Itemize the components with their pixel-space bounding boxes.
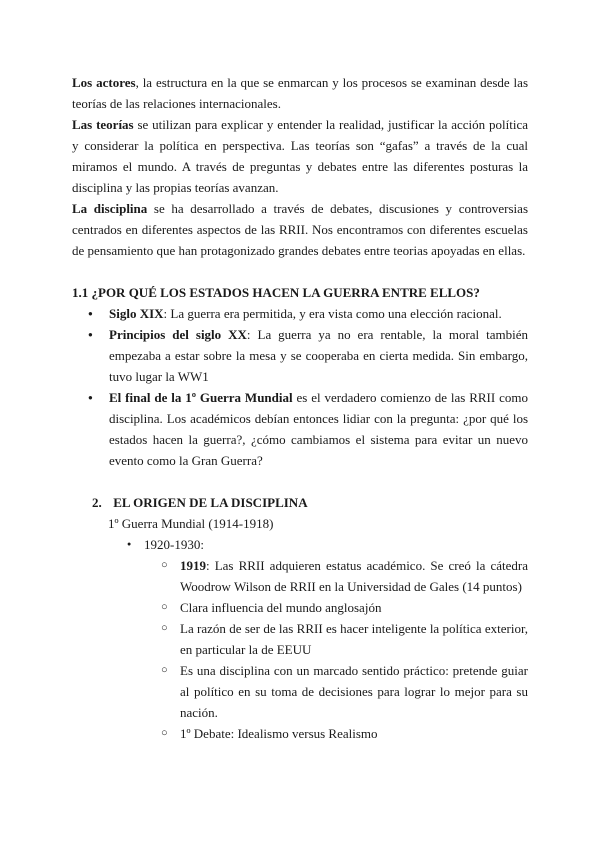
section1-heading: 1.1 ¿POR QUÉ LOS ESTADOS HACEN LA GUERRA ENTRE ELLOS? [72,285,480,300]
item-bold: Principios del siglo XX [109,327,247,342]
list-item [72,597,528,618]
intro-paragraph-discipline [72,198,528,261]
item-text: Clara influencia del mundo anglosajón [180,600,382,615]
document-page [72,72,528,744]
item-text: : La guerra ya no era rentable, la moral también empezaba a estar sobre la mesa y se cooperaba en cierta medida. Sin embargo, tuvo lugar la WW1 [109,327,528,384]
period-bullet: ● 1920-1930: [72,534,528,555]
list-item [72,660,528,723]
section2-number: 2. [92,495,102,510]
term-actors: Los actores [72,75,136,90]
intro-paragraph-actors [72,72,528,114]
intro-text-discipline: se ha desarrollado a través de debates, discusiones y controversias centrados en diferentes aspectos de las RRII. Nos encontramos con diferentes escuelas de pensamiento que han protagonizado grandes debates entre teorias apoyadas en ellas. [72,201,529,258]
section1-list [72,303,528,471]
item-text: es el verdadero comienzo de las RRII como disciplina. Los académicos debían entonces lidiar con la pregunta: ¿por qué los estados hacen la guerra?, ¿cómo cambiamos el sistema para evitar un nuevo evento como la Gran Guerra? [109,390,528,468]
list-item [72,618,528,660]
item-bold: El final de la 1º Guerra Mundial [109,390,293,405]
section2-heading [72,492,528,513]
section2-sublist [72,555,528,744]
item-bold: 1919 [180,558,206,573]
section2-title: EL ORIGEN DE LA DISCIPLINA [113,495,308,510]
item-text: Es una disciplina con un marcado sentido práctico: pretende guiar al político en su toma de decisiones para lograr lo mejor para su nación. [180,663,528,720]
list-item [72,303,528,324]
term-theories: Las teorías [72,117,134,132]
section2 [72,492,528,744]
list-item [72,723,528,744]
list-item [72,387,528,471]
item-text: La razón de ser de las RRII es hacer inteligente la política exterior, en particular la de EEUU [180,621,528,657]
item-text: : Las RRII adquieren estatus académico. Se creó la cátedra Woodrow Wilson de RRII en la Universidad de Gales (14 puntos) [180,558,528,594]
section2-subheading: 1º Guerra Mundial (1914-1918) [108,516,274,531]
term-discipline: La disciplina [72,201,148,216]
intro-paragraph-theories [72,114,528,198]
item-bold: Siglo XIX [109,306,164,321]
intro-text-actors: , la estructura en la que se enmarcan y los procesos se examinan desde las teorías de las relaciones internacionales. [72,75,529,111]
list-item [72,324,528,387]
intro-text-theories: se utilizan para explicar y entender la realidad, justificar la acción política y considerar la política en perspectiva. Las teorías son “gafas” a través de la cual miramos el mundo. A través de preguntas y debates entre las diferentes posturas la disciplina y las propias teorías avanzan. [72,117,528,195]
item-text: 1º Debate: Idealismo versus Realismo [180,726,378,741]
list-item [72,555,528,597]
item-text: : La guerra era permitida, y era vista como una elección racional. [163,306,502,321]
